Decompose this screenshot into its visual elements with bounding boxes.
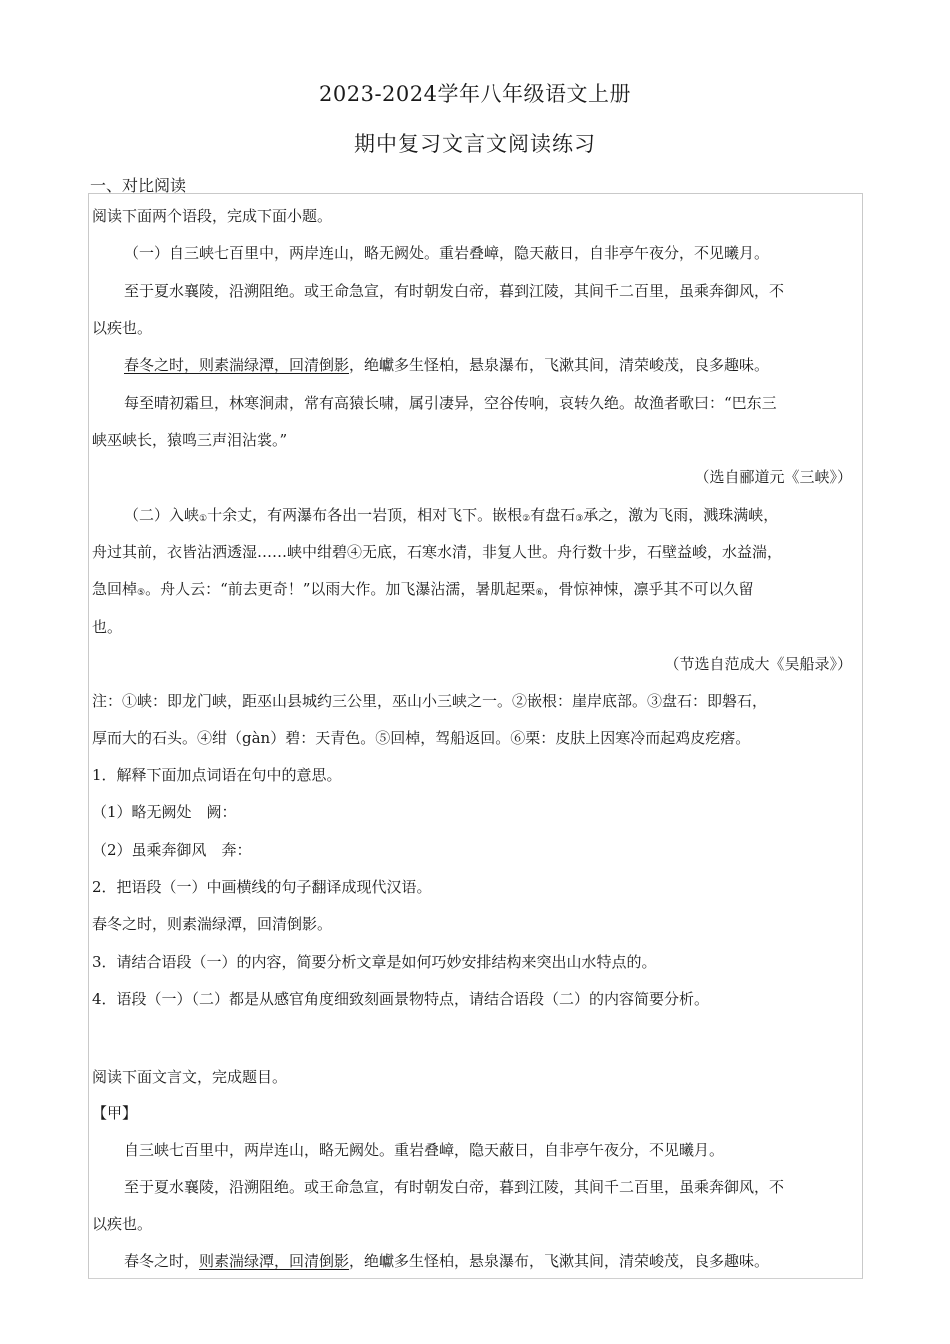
passage1-para3: 春冬之时，则素湍绿潭，回清倒影，绝巘多生怪柏，悬泉瀑布，飞漱其间，清荣峻茂，良多趣味。 xyxy=(124,356,770,374)
passage2-line4: 也。 xyxy=(92,618,123,636)
source-citation-1: （选自郦道元《三峡》） xyxy=(694,468,852,486)
passage1-para2: 至于夏水襄陵，沿溯阻绝。或王命急宣，有时朝发白帝，暮到江陵，其间千二百里，虽乘奔御风，不 xyxy=(124,282,785,300)
passage1-para1: （一）自三峡七百里中，两岸连山，略无阙处。重岩叠嶂，隐天蔽日，自非亭午夜分，不见曦月。 xyxy=(124,244,770,262)
question-1-item2: （2）虽乘奔御风 奔： xyxy=(92,841,252,859)
part1-intro: 阅读下面两个语段，完成下面小题。 xyxy=(92,207,333,225)
document-title: 2023-2024学年八年级语文上册 xyxy=(319,82,631,106)
passage2-line1: （二）入峡$_①$十余丈，有两瀑布各出一岩顶，相对飞下。嵌根$_②$有盘石$_③$承之，激为飞雨，溅珠满峡， xyxy=(124,506,779,524)
question-1: 1．解释下面加点词语在句中的意思。 xyxy=(92,766,342,784)
passage1-para4-cont: 峡巫峡长，猿鸣三声泪沾裳。” xyxy=(92,431,288,449)
question-3: 3．请结合语段（一）的内容，简要分析文章是如何巧妙安排结构来突出山水特点的。 xyxy=(92,953,657,971)
source-citation-2: （节选自范成大《吴船录》） xyxy=(664,655,852,673)
question-4: 4．语段（一）（二）都是从感官角度细致刻画景物特点，请结合语段（二）的内容简要分析。 xyxy=(92,990,710,1008)
question-2-sentence: 春冬之时，则素湍绿潭，回清倒影。 xyxy=(92,915,333,933)
passage2-line3: 急回棹$_⑤$。舟人云：“前去更奇！”以雨大作。加飞瀑沾濡，暑肌起栗$_⑥$，骨惊神悚，凛乎其不可以久留 xyxy=(92,580,754,598)
jia-para1: 自三峡七百里中，两岸连山，略无阙处。重岩叠嶂，隐天蔽日，自非亭午夜分，不见曦月。 xyxy=(124,1141,725,1159)
question-2: 2．把语段（一）中画横线的句子翻译成现代汉语。 xyxy=(92,878,432,896)
jia-para3: 春冬之时，则素湍绿潭，回清倒影，绝巘多生怪柏，悬泉瀑布，飞漱其间，清荣峻茂，良多趣味。 xyxy=(124,1252,770,1270)
section-heading: 一、对比阅读 xyxy=(90,176,187,195)
part2-intro: 阅读下面文言文，完成题目。 xyxy=(92,1068,288,1086)
jia-para2: 至于夏水襄陵，沿溯阻绝。或王命急宣，有时朝发白帝，暮到江陵，其间千二百里，虽乘奔御风，不 xyxy=(124,1178,785,1196)
passage-label-jia: 【甲】 xyxy=(92,1104,138,1122)
underlined-sentence: 则素湍绿潭，回清倒影 xyxy=(199,1252,350,1270)
question-1-item1: （1）略无阙处 阙： xyxy=(92,803,237,821)
notes-line2: 厚而大的石头。④绀（gàn）碧：天青色。⑤回棹，驾船返回。⑥栗：皮肤上因寒冷而起鸡皮疙瘩。 xyxy=(92,729,751,747)
document-subtitle: 期中复习文言文阅读练习 xyxy=(354,132,596,156)
jia-para2-cont: 以疾也。 xyxy=(92,1215,153,1233)
underlined-sentence: 春冬之时，则素湍绿潭，回清倒影 xyxy=(124,356,350,374)
passage1-para4: 每至晴初霜旦，林寒涧肃，常有高猿长啸，属引凄异，空谷传响，哀转久绝。故渔者歌曰：“巴东三 xyxy=(124,394,777,412)
passage1-para2-cont: 以疾也。 xyxy=(92,319,153,337)
notes-line1: 注：①峡：即龙门峡，距巫山县城约三公里，巫山小三峡之一。②嵌根：崖岸底部。③盘石：即磐石， xyxy=(92,692,768,710)
passage2-line2: 舟过其前，衣皆沾洒透湿……峡中绀碧④无底，石寒水清，非复人世。舟行数十步，石壁益峻，水益湍， xyxy=(92,543,783,561)
